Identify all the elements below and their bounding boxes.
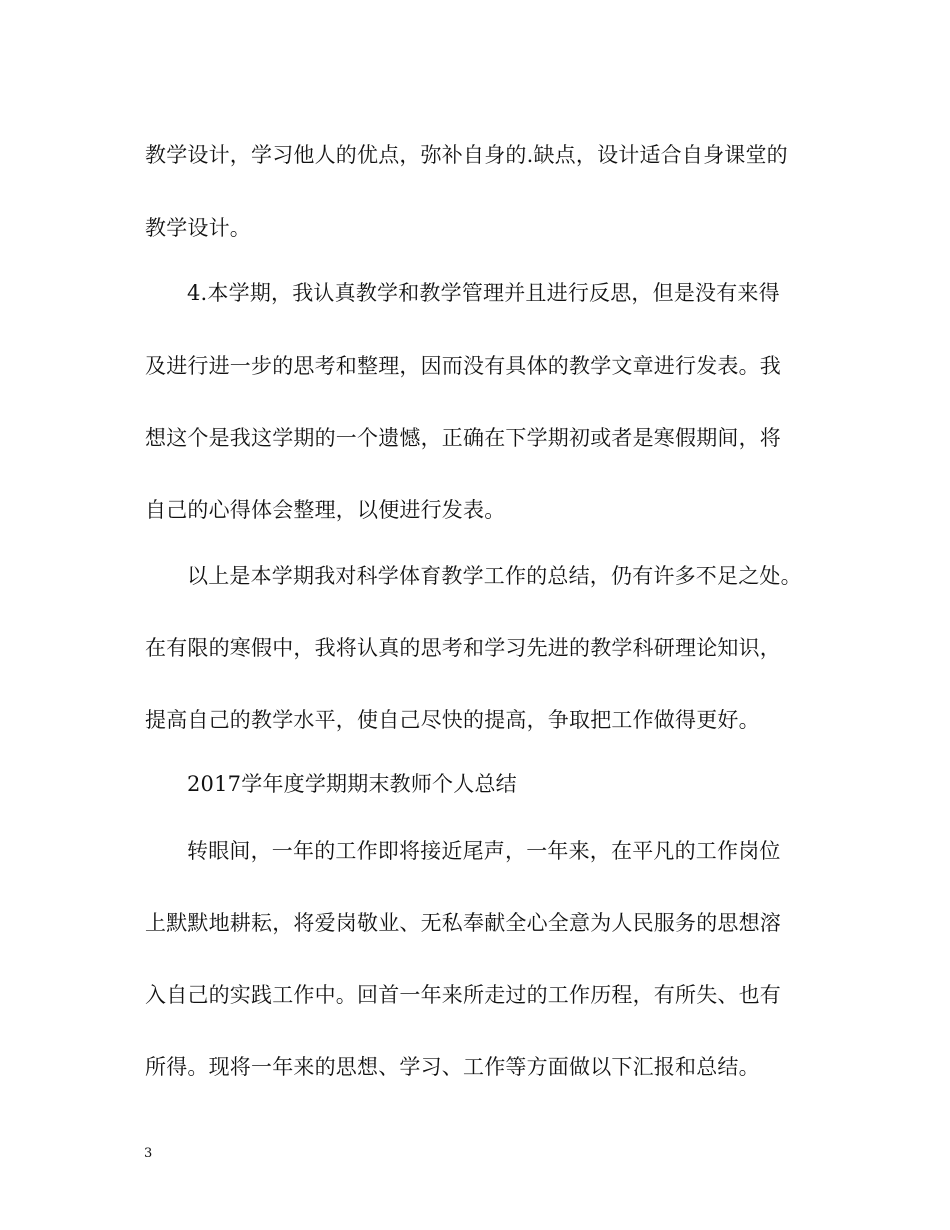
paragraph-line: 自己的心得体会整理，以便进行发表。 — [145, 498, 506, 522]
paragraph-line: 及进行进一步的思考和整理，因而没有具体的教学文章进行发表。我 — [145, 354, 781, 378]
paragraph-line: 提高自己的教学水平，使自己尽快的提高，争取把工作做得更好。 — [145, 708, 760, 732]
section-title: 2017学年度学期期末教师个人总结 — [187, 772, 517, 796]
paragraph-line: 教学设计，学习他人的优点，弥补自身的.缺点，设计适合自身课堂的 — [145, 143, 788, 167]
paragraph-line: 想这个是我这学期的一个遗憾，正确在下学期初或者是寒假期间，将 — [145, 426, 781, 450]
paragraph-line: 以上是本学期我对科学体育教学工作的总结，仍有许多不足之处。 — [187, 564, 802, 588]
paragraph-line: 4.本学期，我认真教学和教学管理并且进行反思，但是没有来得 — [187, 281, 780, 305]
paragraph-line: 所得。现将一年来的思想、学习、工作等方面做以下汇报和总结。 — [145, 1055, 760, 1079]
paragraph-line: 转眼间，一年的工作即将接近尾声，一年来，在平凡的工作岗位 — [187, 839, 781, 863]
paragraph-line: 教学设计。 — [145, 216, 251, 240]
paragraph-line: 上默默地耕耘，将爱岗敬业、无私奉献全心全意为人民服务的思想溶 — [145, 911, 781, 935]
paragraph-line: 入自己的实践工作中。回首一年来所走过的工作历程，有所失、也有 — [145, 983, 781, 1007]
page-number: 3 — [144, 1146, 153, 1161]
paragraph-line: 在有限的寒假中，我将认真的思考和学习先进的教学科研理论知识， — [145, 636, 781, 660]
